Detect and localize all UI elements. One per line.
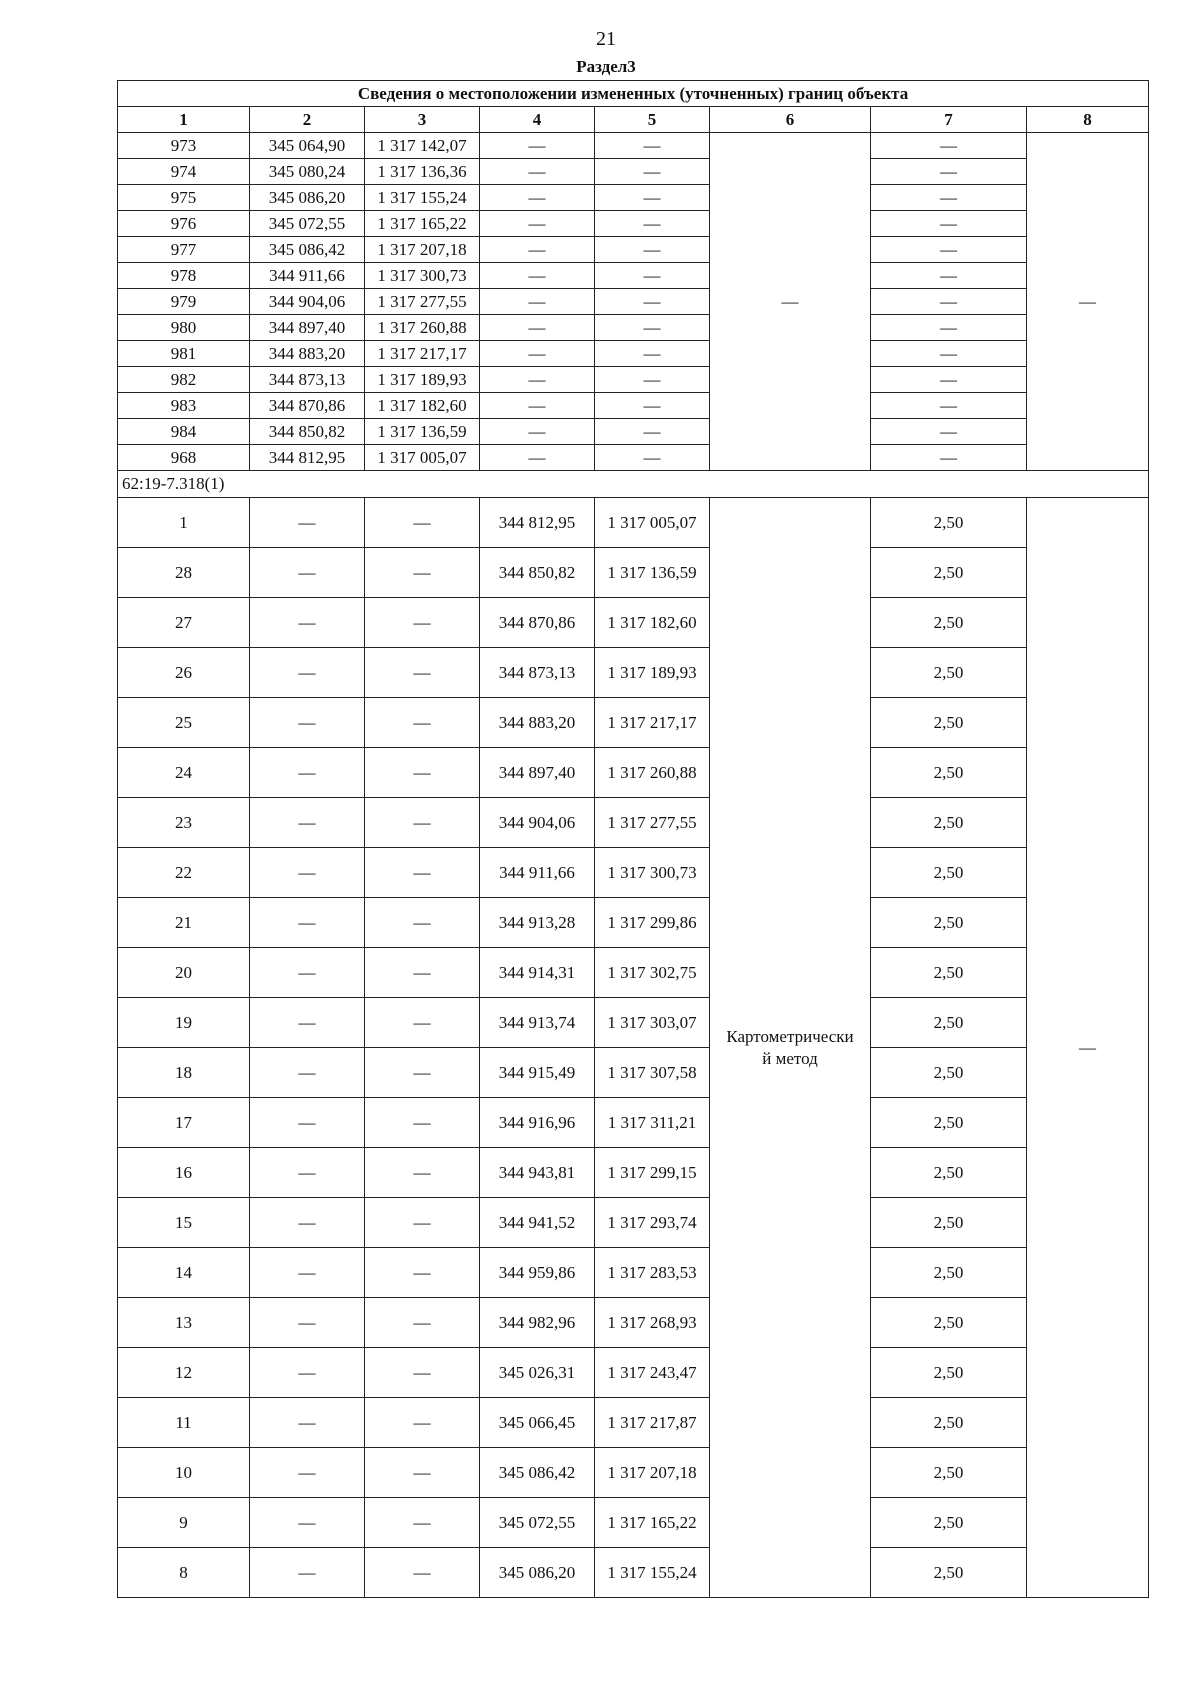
old-x-cell: — xyxy=(250,1398,365,1448)
old-x-cell: — xyxy=(250,1098,365,1148)
accuracy-cell: 2,50 xyxy=(871,1048,1027,1098)
point-number-cell: 26 xyxy=(118,648,250,698)
new-y-cell: — xyxy=(595,341,710,367)
point-number-cell: 968 xyxy=(118,445,250,471)
old-x-cell: — xyxy=(250,998,365,1048)
point-number-cell: 978 xyxy=(118,263,250,289)
new-x-cell: 345 086,42 xyxy=(480,1448,595,1498)
point-number-cell: 18 xyxy=(118,1048,250,1098)
new-y-cell: — xyxy=(595,211,710,237)
column-header: 6 xyxy=(710,107,871,133)
description-cell: — xyxy=(1027,498,1149,1598)
new-y-cell: 1 317 293,74 xyxy=(595,1198,710,1248)
point-number-cell: 23 xyxy=(118,798,250,848)
table-row xyxy=(118,698,1149,748)
old-x-cell: — xyxy=(250,1548,365,1598)
point-number-cell: 27 xyxy=(118,598,250,648)
old-x-cell: 345 072,55 xyxy=(250,211,365,237)
table-row xyxy=(118,393,1149,419)
point-number-cell: 22 xyxy=(118,848,250,898)
old-y-cell: 1 317 207,18 xyxy=(365,237,480,263)
new-y-cell: — xyxy=(595,237,710,263)
table-row xyxy=(118,419,1149,445)
old-y-cell: — xyxy=(365,498,480,548)
new-y-cell: — xyxy=(595,393,710,419)
accuracy-cell: 2,50 xyxy=(871,1298,1027,1348)
accuracy-cell: 2,50 xyxy=(871,648,1027,698)
new-x-cell: 344 904,06 xyxy=(480,798,595,848)
new-x-cell: 345 086,20 xyxy=(480,1548,595,1598)
new-x-cell: 344 913,74 xyxy=(480,998,595,1048)
old-x-cell: 345 080,24 xyxy=(250,159,365,185)
table-row xyxy=(118,185,1149,211)
old-y-cell: 1 317 136,59 xyxy=(365,419,480,445)
point-number-cell: 21 xyxy=(118,898,250,948)
old-y-cell: 1 317 182,60 xyxy=(365,393,480,419)
column-header: 7 xyxy=(871,107,1027,133)
old-x-cell: 345 086,20 xyxy=(250,185,365,211)
cadastral-part-label: 62:19-7.318(1) xyxy=(118,471,1149,498)
table-row xyxy=(118,1048,1149,1098)
old-y-cell: 1 317 300,73 xyxy=(365,263,480,289)
old-x-cell: — xyxy=(250,698,365,748)
new-y-cell: 1 317 243,47 xyxy=(595,1348,710,1398)
old-x-cell: — xyxy=(250,1148,365,1198)
new-y-cell: — xyxy=(595,445,710,471)
old-x-cell: — xyxy=(250,1198,365,1248)
old-y-cell: — xyxy=(365,1348,480,1398)
column-header-row xyxy=(118,107,1149,133)
new-y-cell: 1 317 217,87 xyxy=(595,1398,710,1448)
new-y-cell: 1 317 277,55 xyxy=(595,798,710,848)
new-x-cell: 344 883,20 xyxy=(480,698,595,748)
point-number-cell: 11 xyxy=(118,1398,250,1448)
point-number-cell: 979 xyxy=(118,289,250,315)
new-y-cell: 1 317 299,86 xyxy=(595,898,710,948)
accuracy-cell: 2,50 xyxy=(871,948,1027,998)
point-number-cell: 16 xyxy=(118,1148,250,1198)
old-y-cell: — xyxy=(365,548,480,598)
old-x-cell: 345 086,42 xyxy=(250,237,365,263)
new-x-cell: 344 914,31 xyxy=(480,948,595,998)
new-y-cell: — xyxy=(595,367,710,393)
table-row xyxy=(118,798,1149,848)
column-header: 3 xyxy=(365,107,480,133)
old-y-cell: — xyxy=(365,698,480,748)
point-number-cell: 984 xyxy=(118,419,250,445)
new-y-cell: 1 317 165,22 xyxy=(595,1498,710,1548)
new-y-cell: — xyxy=(595,315,710,341)
new-x-cell: — xyxy=(480,185,595,211)
old-y-cell: — xyxy=(365,648,480,698)
accuracy-cell: 2,50 xyxy=(871,1148,1027,1198)
old-y-cell: — xyxy=(365,1398,480,1448)
old-y-cell: — xyxy=(365,898,480,948)
table-row xyxy=(118,133,1149,159)
point-number-cell: 973 xyxy=(118,133,250,159)
new-y-cell: 1 317 189,93 xyxy=(595,648,710,698)
method-text-line: й метод xyxy=(762,1048,818,1068)
section-title: Раздел3 xyxy=(576,57,636,76)
new-y-cell: 1 317 299,15 xyxy=(595,1148,710,1198)
accuracy-cell: 2,50 xyxy=(871,1348,1027,1398)
old-y-cell: 1 317 155,24 xyxy=(365,185,480,211)
old-x-cell: 344 873,13 xyxy=(250,367,365,393)
point-number-cell: 10 xyxy=(118,1448,250,1498)
method-cell xyxy=(710,498,871,1598)
point-number-cell: 1 xyxy=(118,498,250,548)
accuracy-cell: 2,50 xyxy=(871,1248,1027,1298)
old-y-cell: 1 317 277,55 xyxy=(365,289,480,315)
old-y-cell: 1 317 142,07 xyxy=(365,133,480,159)
table-row xyxy=(118,1498,1149,1548)
table-row xyxy=(118,1198,1149,1248)
new-x-cell: 344 915,49 xyxy=(480,1048,595,1098)
table-row xyxy=(118,848,1149,898)
new-y-cell: 1 317 182,60 xyxy=(595,598,710,648)
old-x-cell: 344 850,82 xyxy=(250,419,365,445)
old-x-cell: — xyxy=(250,898,365,948)
new-x-cell: — xyxy=(480,289,595,315)
accuracy-cell: — xyxy=(871,419,1027,445)
old-y-cell: — xyxy=(365,1148,480,1198)
new-y-cell: 1 317 283,53 xyxy=(595,1248,710,1298)
accuracy-cell: — xyxy=(871,133,1027,159)
accuracy-cell: — xyxy=(871,263,1027,289)
table-row xyxy=(118,998,1149,1048)
old-x-cell: — xyxy=(250,1498,365,1548)
old-y-cell: — xyxy=(365,948,480,998)
table-row xyxy=(118,445,1149,471)
new-x-cell: — xyxy=(480,341,595,367)
accuracy-cell: — xyxy=(871,159,1027,185)
table-row xyxy=(118,211,1149,237)
old-x-cell: 344 904,06 xyxy=(250,289,365,315)
new-y-cell: — xyxy=(595,263,710,289)
old-x-cell: 344 812,95 xyxy=(250,445,365,471)
accuracy-cell: 2,50 xyxy=(871,1098,1027,1148)
new-y-cell: 1 317 207,18 xyxy=(595,1448,710,1498)
point-number-cell: 974 xyxy=(118,159,250,185)
page-number: 21 xyxy=(596,28,616,50)
new-x-cell: — xyxy=(480,445,595,471)
table-row xyxy=(118,898,1149,948)
accuracy-cell: 2,50 xyxy=(871,1398,1027,1448)
old-x-cell: — xyxy=(250,1348,365,1398)
boundary-coordinates-table xyxy=(117,80,1149,1598)
new-y-cell: — xyxy=(595,419,710,445)
new-x-cell: — xyxy=(480,263,595,289)
point-number-cell: 25 xyxy=(118,698,250,748)
table-row xyxy=(118,1448,1149,1498)
new-x-cell: 345 066,45 xyxy=(480,1398,595,1448)
description-cell: — xyxy=(1027,133,1149,471)
new-x-cell: — xyxy=(480,237,595,263)
point-number-cell: 14 xyxy=(118,1248,250,1298)
accuracy-cell: 2,50 xyxy=(871,1448,1027,1498)
old-y-cell: 1 317 260,88 xyxy=(365,315,480,341)
new-y-cell: 1 317 307,58 xyxy=(595,1048,710,1098)
accuracy-cell: 2,50 xyxy=(871,998,1027,1048)
old-y-cell: — xyxy=(365,1498,480,1548)
new-x-cell: — xyxy=(480,315,595,341)
new-x-cell: 344 941,52 xyxy=(480,1198,595,1248)
table-row xyxy=(118,341,1149,367)
accuracy-cell: 2,50 xyxy=(871,548,1027,598)
new-y-cell: 1 317 005,07 xyxy=(595,498,710,548)
accuracy-cell: 2,50 xyxy=(871,1548,1027,1598)
old-y-cell: — xyxy=(365,1298,480,1348)
new-x-cell: 345 072,55 xyxy=(480,1498,595,1548)
table-row xyxy=(118,1398,1149,1448)
old-x-cell: — xyxy=(250,1448,365,1498)
point-number-cell: 983 xyxy=(118,393,250,419)
point-number-cell: 20 xyxy=(118,948,250,998)
table-row xyxy=(118,748,1149,798)
old-y-cell: — xyxy=(365,748,480,798)
point-number-cell: 980 xyxy=(118,315,250,341)
old-y-cell: 1 317 217,17 xyxy=(365,341,480,367)
new-x-cell: 344 982,96 xyxy=(480,1298,595,1348)
new-y-cell: 1 317 302,75 xyxy=(595,948,710,998)
new-x-cell: — xyxy=(480,133,595,159)
column-header: 1 xyxy=(118,107,250,133)
new-x-cell: — xyxy=(480,419,595,445)
accuracy-cell: — xyxy=(871,211,1027,237)
old-y-cell: — xyxy=(365,798,480,848)
old-x-cell: — xyxy=(250,1298,365,1348)
old-y-cell: 1 317 189,93 xyxy=(365,367,480,393)
old-y-cell: — xyxy=(365,1548,480,1598)
point-number-cell: 19 xyxy=(118,998,250,1048)
table-row xyxy=(118,1348,1149,1398)
old-y-cell: 1 317 136,36 xyxy=(365,159,480,185)
column-header: 4 xyxy=(480,107,595,133)
accuracy-cell: 2,50 xyxy=(871,848,1027,898)
old-x-cell: — xyxy=(250,848,365,898)
point-number-cell: 12 xyxy=(118,1348,250,1398)
point-number-cell: 981 xyxy=(118,341,250,367)
old-x-cell: — xyxy=(250,748,365,798)
accuracy-cell: 2,50 xyxy=(871,798,1027,848)
point-number-cell: 8 xyxy=(118,1548,250,1598)
table-row xyxy=(118,159,1149,185)
old-y-cell: — xyxy=(365,1448,480,1498)
new-x-cell: — xyxy=(480,159,595,185)
table-row xyxy=(118,1298,1149,1348)
new-x-cell: 344 959,86 xyxy=(480,1248,595,1298)
old-y-cell: — xyxy=(365,1098,480,1148)
accuracy-cell: — xyxy=(871,315,1027,341)
old-x-cell: — xyxy=(250,648,365,698)
section-separator-row xyxy=(118,471,1149,498)
old-x-cell: — xyxy=(250,798,365,848)
accuracy-cell: 2,50 xyxy=(871,1198,1027,1248)
old-x-cell: — xyxy=(250,498,365,548)
point-number-cell: 9 xyxy=(118,1498,250,1548)
table-caption: Сведения о местоположении измененных (уточненных) границ объекта xyxy=(118,81,1149,107)
old-y-cell: 1 317 165,22 xyxy=(365,211,480,237)
old-x-cell: — xyxy=(250,598,365,648)
accuracy-cell: 2,50 xyxy=(871,598,1027,648)
old-x-cell: 344 883,20 xyxy=(250,341,365,367)
new-y-cell: 1 317 155,24 xyxy=(595,1548,710,1598)
table-row xyxy=(118,598,1149,648)
new-x-cell: 344 870,86 xyxy=(480,598,595,648)
old-y-cell: — xyxy=(365,598,480,648)
old-x-cell: 344 911,66 xyxy=(250,263,365,289)
point-number-cell: 24 xyxy=(118,748,250,798)
accuracy-cell: 2,50 xyxy=(871,698,1027,748)
point-number-cell: 15 xyxy=(118,1198,250,1248)
point-number-cell: 17 xyxy=(118,1098,250,1148)
new-x-cell: 344 812,95 xyxy=(480,498,595,548)
new-y-cell: — xyxy=(595,289,710,315)
table-row xyxy=(118,548,1149,598)
point-number-cell: 975 xyxy=(118,185,250,211)
new-y-cell: 1 317 217,17 xyxy=(595,698,710,748)
column-header: 8 xyxy=(1027,107,1149,133)
table-row xyxy=(118,1098,1149,1148)
old-x-cell: — xyxy=(250,948,365,998)
point-number-cell: 976 xyxy=(118,211,250,237)
new-y-cell: — xyxy=(595,159,710,185)
column-header: 2 xyxy=(250,107,365,133)
accuracy-cell: 2,50 xyxy=(871,748,1027,798)
new-x-cell: — xyxy=(480,393,595,419)
new-y-cell: 1 317 311,21 xyxy=(595,1098,710,1148)
new-x-cell: 344 943,81 xyxy=(480,1148,595,1198)
point-number-cell: 977 xyxy=(118,237,250,263)
accuracy-cell: 2,50 xyxy=(871,898,1027,948)
accuracy-cell: — xyxy=(871,185,1027,211)
new-y-cell: 1 317 268,93 xyxy=(595,1298,710,1348)
table-row xyxy=(118,648,1149,698)
old-y-cell: — xyxy=(365,1048,480,1098)
new-y-cell: — xyxy=(595,133,710,159)
new-y-cell: — xyxy=(595,185,710,211)
new-x-cell: — xyxy=(480,367,595,393)
method-cell: — xyxy=(710,133,871,471)
old-x-cell: — xyxy=(250,1048,365,1098)
column-header: 5 xyxy=(595,107,710,133)
table-row xyxy=(118,289,1149,315)
new-x-cell: 344 850,82 xyxy=(480,548,595,598)
new-x-cell: 344 911,66 xyxy=(480,848,595,898)
new-x-cell: — xyxy=(480,211,595,237)
new-x-cell: 344 916,96 xyxy=(480,1098,595,1148)
new-x-cell: 344 873,13 xyxy=(480,648,595,698)
new-y-cell: 1 317 136,59 xyxy=(595,548,710,598)
old-y-cell: — xyxy=(365,1248,480,1298)
accuracy-cell: — xyxy=(871,445,1027,471)
accuracy-cell: 2,50 xyxy=(871,498,1027,548)
accuracy-cell: 2,50 xyxy=(871,1498,1027,1548)
new-y-cell: 1 317 260,88 xyxy=(595,748,710,798)
old-y-cell: — xyxy=(365,1198,480,1248)
table-row xyxy=(118,1248,1149,1298)
old-x-cell: — xyxy=(250,1248,365,1298)
table-row xyxy=(118,315,1149,341)
table-row xyxy=(118,948,1149,998)
old-x-cell: 344 870,86 xyxy=(250,393,365,419)
accuracy-cell: — xyxy=(871,393,1027,419)
point-number-cell: 982 xyxy=(118,367,250,393)
table-row xyxy=(118,367,1149,393)
old-x-cell: 344 897,40 xyxy=(250,315,365,341)
table-row xyxy=(118,1548,1149,1598)
new-y-cell: 1 317 303,07 xyxy=(595,998,710,1048)
new-y-cell: 1 317 300,73 xyxy=(595,848,710,898)
new-x-cell: 344 897,40 xyxy=(480,748,595,798)
old-y-cell: 1 317 005,07 xyxy=(365,445,480,471)
old-x-cell: 345 064,90 xyxy=(250,133,365,159)
point-number-cell: 13 xyxy=(118,1298,250,1348)
old-y-cell: — xyxy=(365,848,480,898)
point-number-cell: 28 xyxy=(118,548,250,598)
old-x-cell: — xyxy=(250,548,365,598)
table-row xyxy=(118,498,1149,548)
accuracy-cell: — xyxy=(871,237,1027,263)
method-text-line: Картометрически xyxy=(726,1026,854,1046)
accuracy-cell: — xyxy=(871,289,1027,315)
accuracy-cell: — xyxy=(871,367,1027,393)
new-x-cell: 345 026,31 xyxy=(480,1348,595,1398)
table-row xyxy=(118,263,1149,289)
accuracy-cell: — xyxy=(871,341,1027,367)
table-row xyxy=(118,237,1149,263)
table-row xyxy=(118,1148,1149,1198)
new-x-cell: 344 913,28 xyxy=(480,898,595,948)
old-y-cell: — xyxy=(365,998,480,1048)
